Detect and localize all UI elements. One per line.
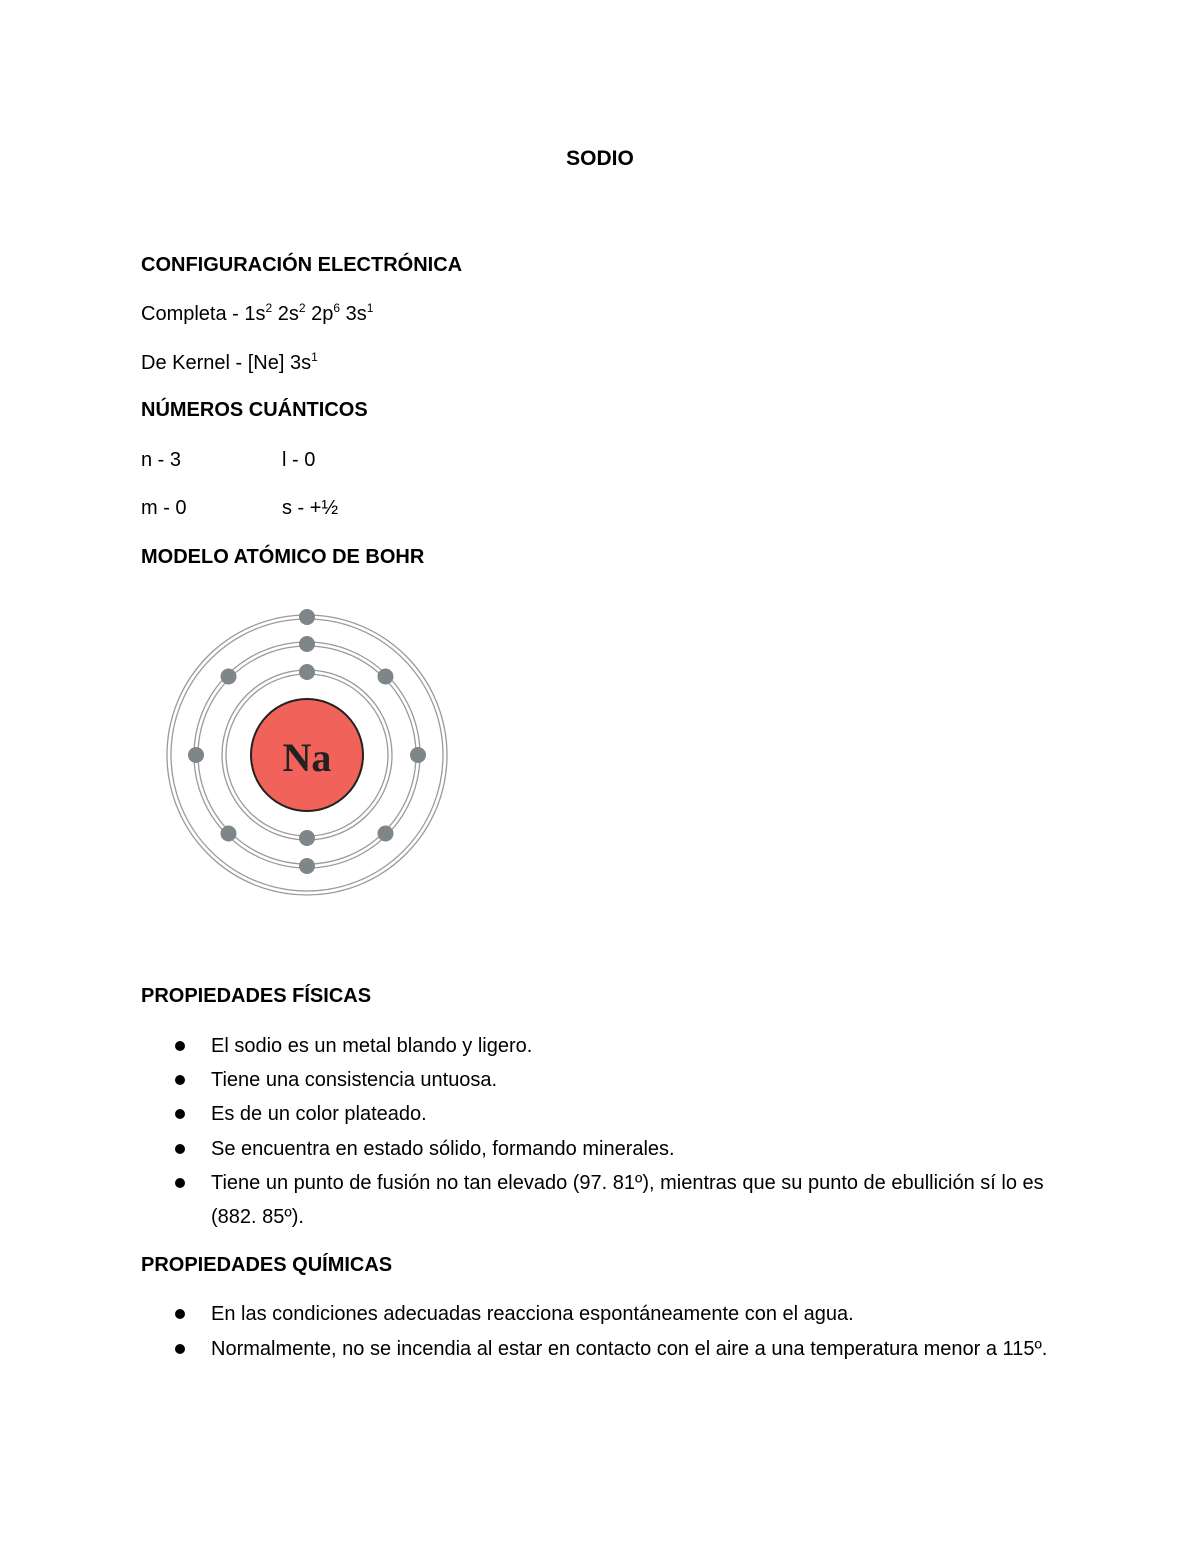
kernel-exponent: 1: [311, 350, 318, 364]
bohr-model-diagram: [160, 606, 454, 904]
complete-configuration: [141, 301, 373, 327]
electron: [221, 825, 237, 841]
kernel-orbital: 3s: [289, 352, 312, 374]
list-item: El sodio es un metal blando y ligero.: [211, 1035, 533, 1057]
bullet-icon: [175, 1144, 185, 1154]
electron: [410, 747, 426, 763]
kernel-configuration: [141, 350, 318, 376]
electron: [299, 664, 315, 680]
element-symbol: Na: [282, 735, 332, 780]
bullet-icon: [175, 1041, 185, 1051]
electron: [377, 669, 393, 685]
electron: [377, 825, 393, 841]
document-title: SODIO: [566, 147, 634, 170]
quantum-heading: NÚMEROS CUÁNTICOS: [141, 399, 368, 421]
electron: [299, 609, 315, 625]
electron: [188, 747, 204, 763]
quantum-m: m - 0: [141, 497, 187, 519]
orbital-2s: $2s^2$: [277, 301, 306, 325]
orbital-2p: $2p^6$: [311, 301, 341, 325]
list-item: Tiene un punto de fusión no tan elevado (97. 81º), mientras que su punto de ebullición sí lo es (882. 85º).: [211, 1172, 1044, 1228]
bullet-icon: [175, 1309, 185, 1319]
bullet-icon: [175, 1075, 185, 1085]
bohr-heading: MODELO ATÓMICO DE BOHR: [141, 546, 425, 568]
orbital-3s: $3s^1$: [345, 301, 374, 325]
bullet-icon: [175, 1178, 185, 1188]
bullet-icon: [175, 1344, 185, 1354]
bullet-icon: [175, 1109, 185, 1119]
config-heading: CONFIGURACIÓN ELECTRÓNICA: [141, 254, 463, 276]
kernel-label: De Kernel - [Ne]: [141, 352, 290, 374]
quantum-n: n - 3: [141, 449, 182, 471]
complete-label: Completa -: [141, 303, 245, 325]
orbital-1s: $1s^2$: [244, 301, 273, 325]
electron: [299, 636, 315, 652]
list-item: Normalmente, no se incendia al estar en contacto con el aire a una temperatura menor a 115º.: [211, 1338, 1048, 1360]
quantum-l: l - 0: [282, 449, 316, 471]
list-item: En las condiciones adecuadas reacciona espontáneamente con el agua.: [211, 1303, 854, 1325]
electron: [221, 669, 237, 685]
list-item: Se encuentra en estado sólido, formando minerales.: [211, 1138, 675, 1160]
physical-heading: PROPIEDADES FÍSICAS: [141, 985, 372, 1007]
electron: [299, 858, 315, 874]
list-item: Es de un color plateado.: [211, 1103, 427, 1125]
electron: [299, 830, 315, 846]
list-item: Tiene una consistencia untuosa.: [211, 1069, 498, 1091]
chemical-heading: PROPIEDADES QUÍMICAS: [141, 1254, 393, 1276]
quantum-s: s - +½: [282, 497, 339, 519]
